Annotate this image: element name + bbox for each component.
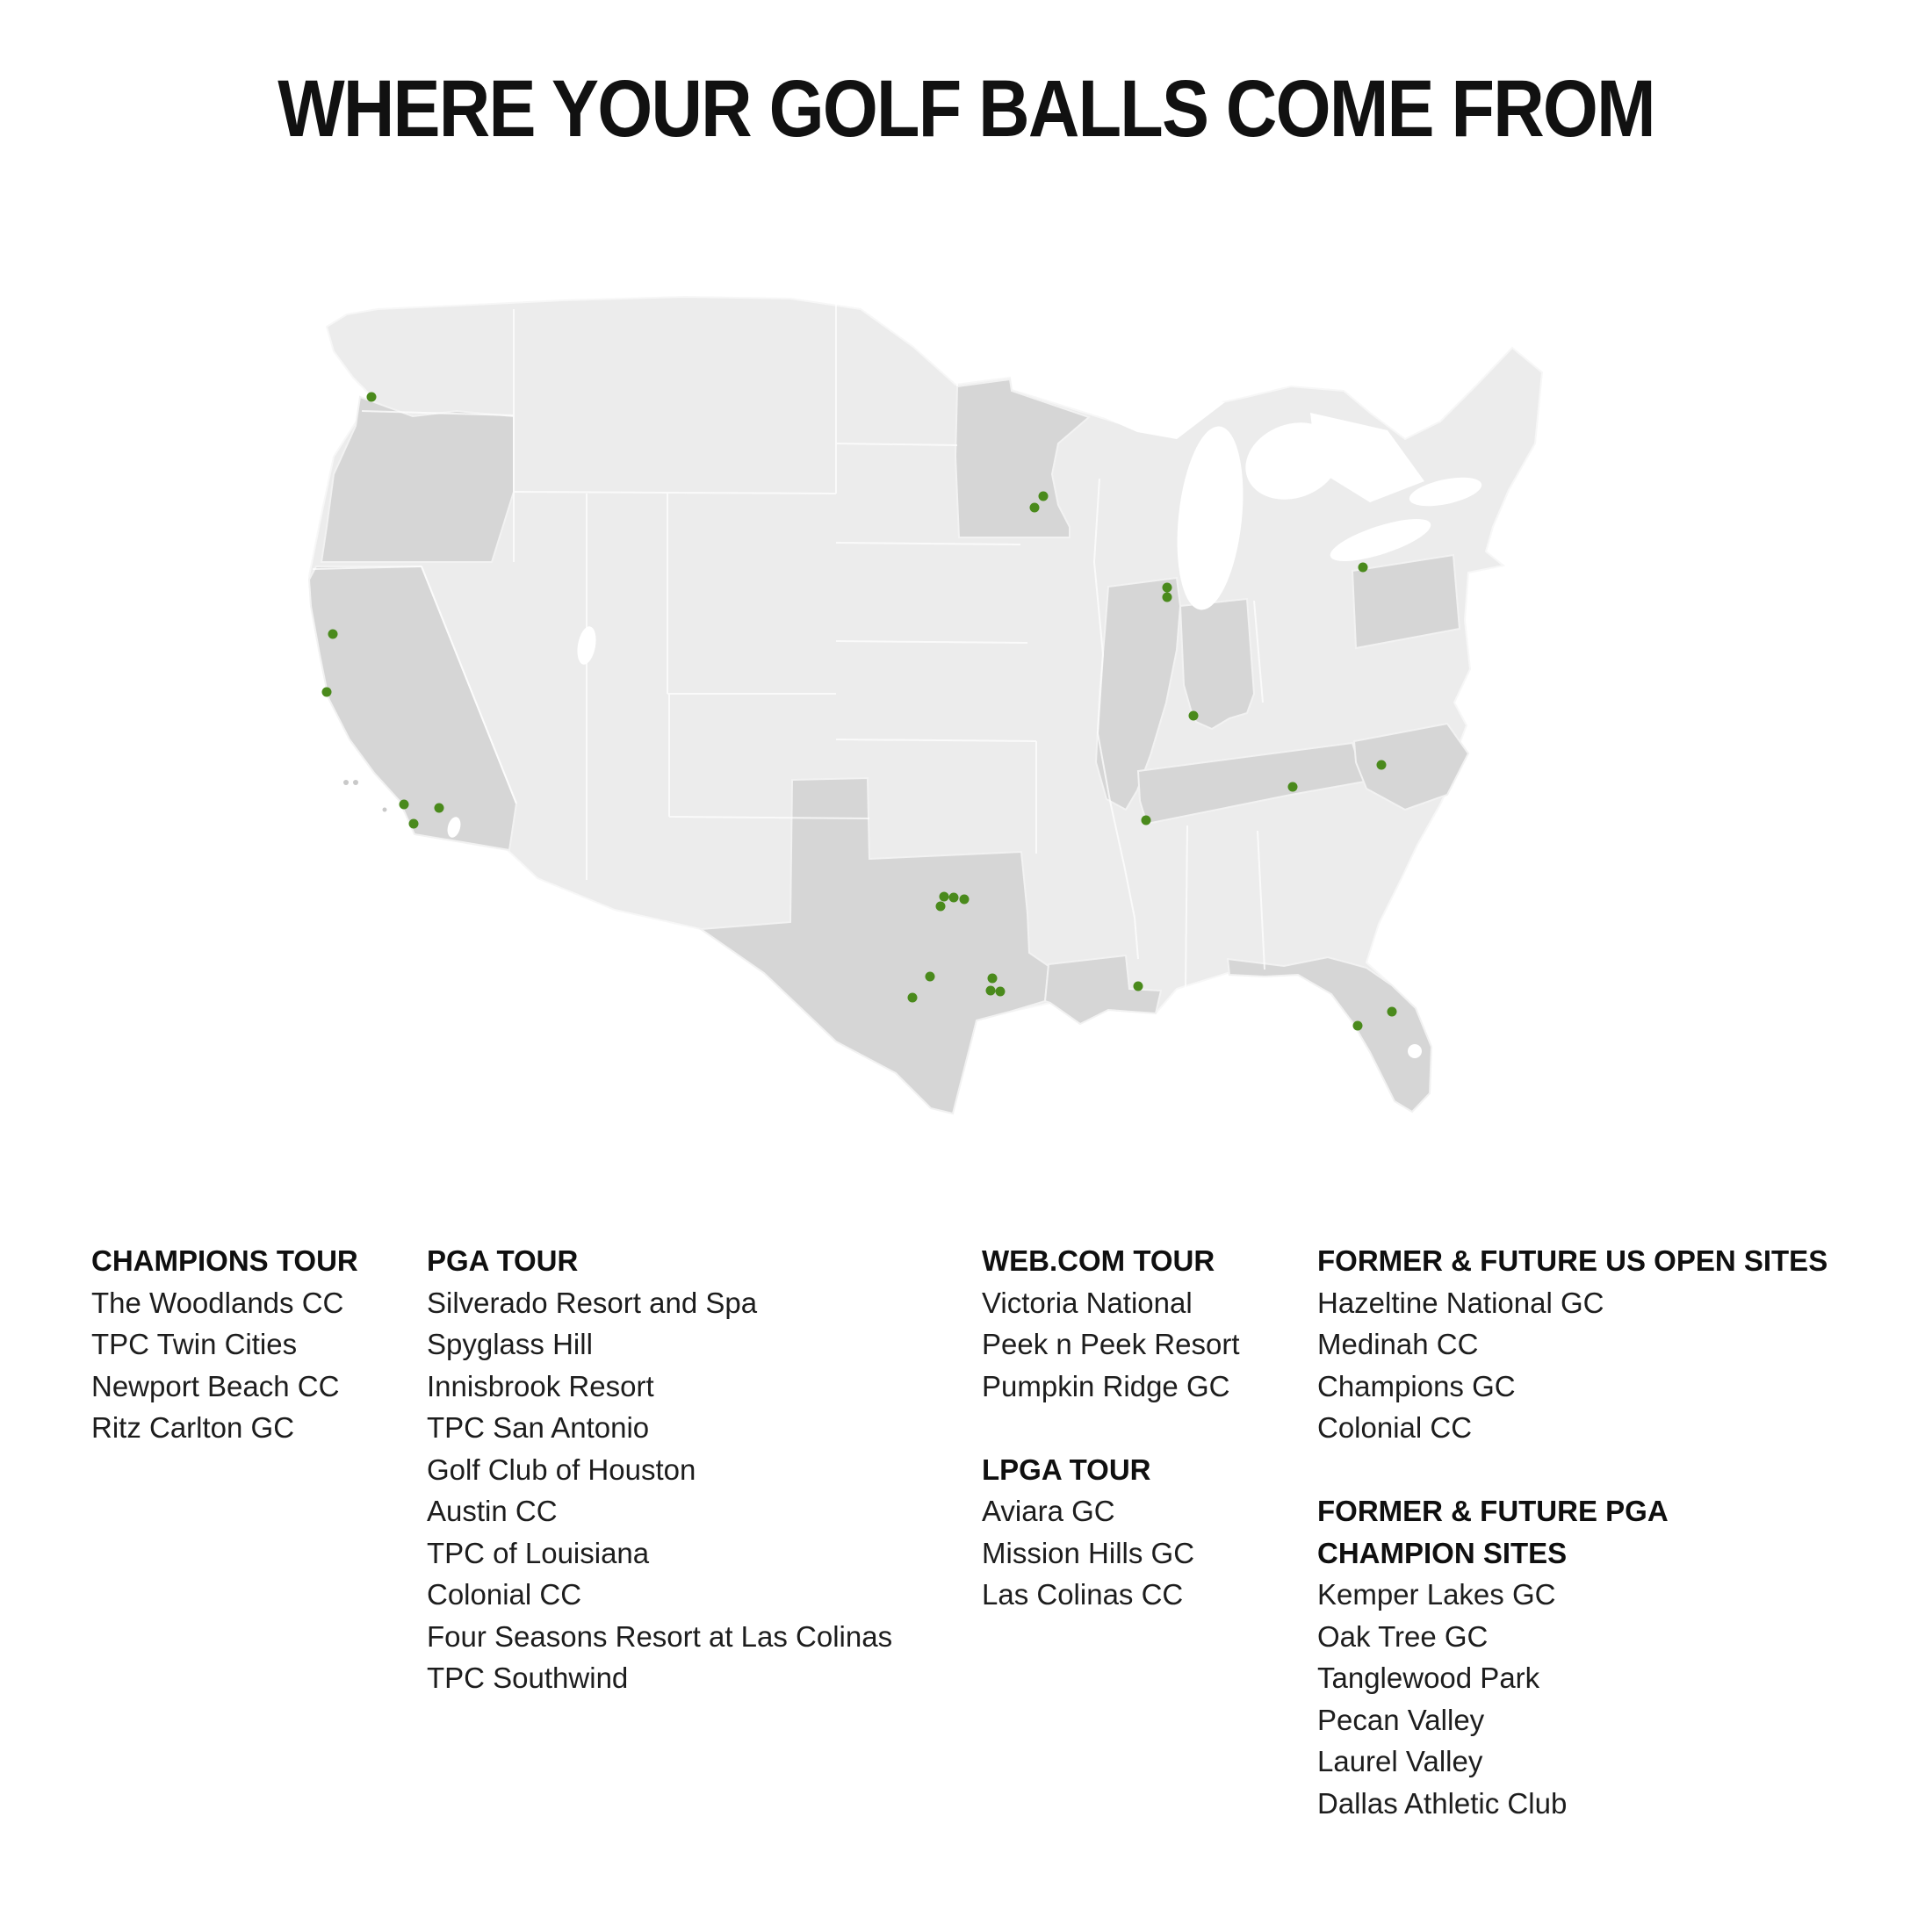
state-indiana: [1180, 599, 1254, 729]
course-item: Spyglass Hill: [427, 1328, 593, 1360]
course-item: Oak Tree GC: [1317, 1619, 1489, 1653]
state-oregon: [321, 397, 514, 562]
course-item: TPC Twin Cities: [91, 1328, 298, 1360]
course-location-dot: [1163, 593, 1172, 602]
course-item: Pecan Valley: [1317, 1703, 1485, 1736]
column-webcom-lpga: [982, 1240, 1240, 1616]
section-header: LPGA TOUR: [982, 1453, 1151, 1486]
course-location-dot: [926, 972, 935, 982]
course-location-dot: [1377, 761, 1387, 770]
course-location-dot: [1134, 982, 1143, 991]
course-item: TPC Southwind: [427, 1662, 629, 1694]
course-location-dot: [1030, 503, 1040, 513]
course-location-dot: [435, 804, 444, 813]
section-header: WEB.COM TOUR: [982, 1244, 1215, 1277]
page-title: WHERE YOUR GOLF BALLS COME FROM: [278, 64, 1654, 154]
course-item: Ritz Carlton GC: [91, 1411, 295, 1444]
state-florida: [1228, 957, 1431, 1112]
course-item: Kemper Lakes GC: [1317, 1578, 1556, 1611]
course-location-dot: [949, 893, 959, 903]
course-location-dot: [328, 630, 338, 639]
course-item: Laurel Valley: [1317, 1745, 1483, 1777]
course-item: TPC of Louisiana: [427, 1536, 650, 1569]
course-item: Silverado Resort and Spa: [427, 1286, 758, 1319]
course-location-dot: [1039, 492, 1049, 501]
course-location-dot: [908, 993, 918, 1003]
column-pga-tour: [427, 1240, 892, 1699]
channel-islands: [343, 780, 387, 812]
column-major-sites: [1317, 1240, 1827, 1824]
course-item: Aviara GC: [982, 1495, 1115, 1527]
course-item: Dallas Athletic Club: [1317, 1786, 1568, 1820]
course-item: Hazeltine National GC: [1317, 1286, 1604, 1319]
section-header: PGA TOUR: [427, 1244, 579, 1277]
course-location-dot: [940, 892, 949, 902]
course-location-dot: [367, 393, 377, 402]
course-item: TPC San Antonio: [427, 1411, 650, 1444]
course-location-dot: [322, 688, 332, 697]
course-location-dot: [400, 800, 409, 810]
section-header: FORMER & FUTURE PGA: [1317, 1495, 1669, 1527]
course-location-dot: [960, 895, 970, 905]
course-location-dot: [1163, 583, 1172, 593]
course-item: Austin CC: [427, 1495, 558, 1527]
course-item: Peek n Peek Resort: [982, 1328, 1240, 1360]
course-item: Mission Hills GC: [982, 1536, 1195, 1569]
course-location-dot: [1353, 1021, 1363, 1031]
course-item: Colonial CC: [427, 1578, 582, 1611]
course-location-dot: [1142, 816, 1151, 825]
course-location-dot: [1359, 563, 1368, 573]
course-location-dot: [986, 986, 996, 996]
course-item: Golf Club of Houston: [427, 1453, 696, 1486]
course-location-dot: [936, 902, 946, 912]
course-location-dot: [988, 974, 998, 984]
course-item: Las Colinas CC: [982, 1578, 1184, 1611]
course-location-dot: [1189, 711, 1199, 721]
course-location-dot: [1288, 782, 1298, 792]
course-item: Four Seasons Resort at Las Colinas: [427, 1619, 893, 1653]
course-item: Colonial CC: [1317, 1411, 1473, 1444]
column-champions-tour: [91, 1240, 358, 1449]
course-item: Innisbrook Resort: [427, 1369, 654, 1402]
course-item: Medinah CC: [1317, 1328, 1479, 1360]
section-header: CHAMPIONS TOUR: [91, 1244, 358, 1277]
course-location-dot: [409, 819, 419, 829]
lake-okeechobee: [1408, 1044, 1422, 1058]
course-item: Victoria National: [982, 1286, 1193, 1319]
section-header: CHAMPION SITES: [1317, 1536, 1568, 1569]
section-header: FORMER & FUTURE US OPEN SITES: [1317, 1244, 1828, 1277]
course-item: Pumpkin Ridge GC: [982, 1369, 1230, 1402]
course-item: Tanglewood Park: [1317, 1662, 1540, 1694]
course-item: Newport Beach CC: [91, 1369, 340, 1402]
course-location-dot: [996, 987, 1006, 997]
course-location-dot: [1388, 1007, 1397, 1017]
course-item: Champions GC: [1317, 1369, 1516, 1402]
course-item: The Woodlands CC: [91, 1286, 344, 1319]
